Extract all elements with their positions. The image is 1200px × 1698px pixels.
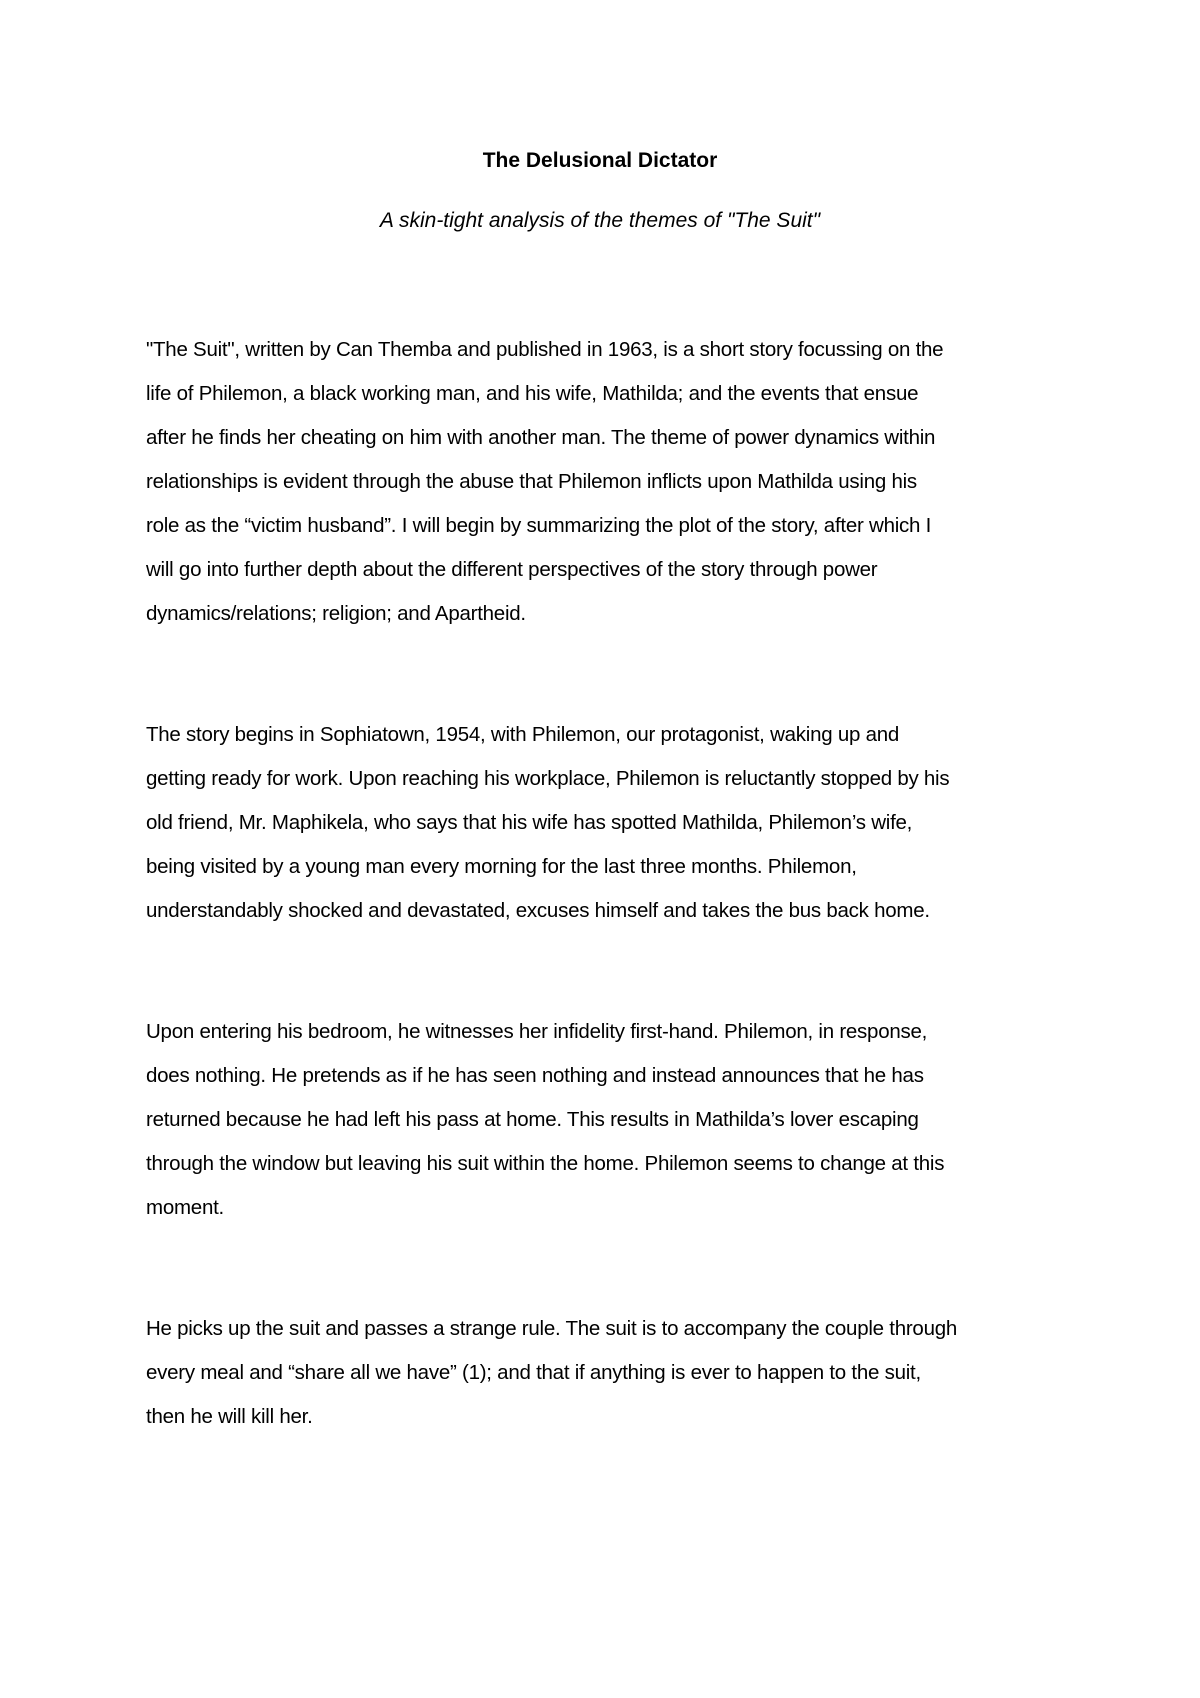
paragraph-line: getting ready for work. Upon reaching his workplace, Philemon is reluctantly stopped by his (146, 767, 950, 790)
document-subtitle: A skin-tight analysis of the themes of "The Suit" (379, 209, 821, 232)
paragraph-line: old friend, Mr. Maphikela, who says that his wife has spotted Mathilda, Philemon’s wife, (146, 811, 913, 834)
paragraph-line: "The Suit", written by Can Themba and published in 1963, is a short story focussing on the (146, 338, 944, 361)
paragraph-line: relationships is evident through the abuse that Philemon inflicts upon Mathilda using his (146, 470, 917, 493)
paragraph-line: Upon entering his bedroom, he witnesses her infidelity first-hand. Philemon, in response, (146, 1020, 928, 1043)
document-title: The Delusional Dictator (482, 149, 718, 172)
paragraph-line: The story begins in Sophiatown, 1954, with Philemon, our protagonist, waking up and (146, 723, 900, 746)
paragraph-line: returned because he had left his pass at home. This results in Mathilda’s lover escaping (146, 1108, 919, 1131)
paragraph-intro (146, 328, 1066, 636)
paragraph-line: He picks up the suit and passes a strange rule. The suit is to accompany the couple through (146, 1317, 958, 1340)
paragraph-line: life of Philemon, a black working man, and his wife, Mathilda; and the events that ensue (146, 382, 919, 405)
paragraph-suit-rule (146, 1307, 1066, 1439)
paragraph-infidelity (146, 1010, 1066, 1230)
paragraph-line: moment. (146, 1196, 224, 1219)
paragraph-line: after he finds her cheating on him with another man. The theme of power dynamics within (146, 426, 936, 449)
paragraph-line: does nothing. He pretends as if he has seen nothing and instead announces that he has (146, 1064, 924, 1087)
paragraph-line: role as the “victim husband”. I will begin by summarizing the plot of the story, after which I (146, 514, 932, 537)
paragraph-line: every meal and “share all we have” (1); and that if anything is ever to happen to the suit, (146, 1361, 921, 1384)
paragraph-line: being visited by a young man every morning for the last three months. Philemon, (146, 855, 857, 878)
document-body (146, 328, 1066, 1439)
paragraph-line: dynamics/relations; religion; and Apartheid. (146, 602, 526, 625)
paragraph-line: then he will kill her. (146, 1405, 313, 1428)
paragraph-line: through the window but leaving his suit within the home. Philemon seems to change at this (146, 1152, 945, 1175)
paragraph-line: understandably shocked and devastated, excuses himself and takes the bus back home. (146, 899, 930, 922)
paragraph-plot-opening (146, 713, 1066, 933)
paragraph-line: will go into further depth about the different perspectives of the story through power (146, 558, 878, 581)
